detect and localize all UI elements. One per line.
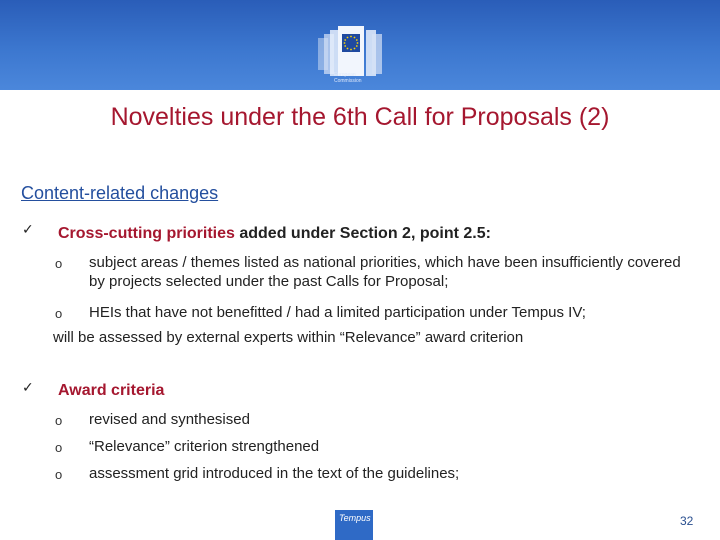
section-heading: Content-related changes [21,183,219,203]
header-band [0,0,720,90]
bullet-icon: o [55,306,63,321]
block2-heading: Award criteria [58,382,165,399]
block1-heading [58,225,491,243]
page-number: 32 [680,514,694,528]
slide-title: Novelties under the 6th Call for Proposals (2) [110,103,610,131]
block1-highlight: Cross-cutting priorities [58,225,235,242]
tempus-logo: Tempus [335,510,373,540]
bullet-icon: o [55,467,63,482]
list-item: subject areas / themes listed as national priorities, which have been insufficiently covered by projects selected under the past Calls for Proposal; [89,254,681,290]
bullet-icon: o [55,413,63,428]
list-item: “Relevance” criterion strengthened [89,438,320,455]
checkmark-icon: ✓ [22,222,34,238]
bullet-icon: o [55,440,63,455]
assessment-note: will be assessed by external experts within “Relevance” award criterion [53,329,524,346]
logo-text: European Commission [334,72,362,84]
block1-rest: added under Section 2, point 2.5: [234,225,491,242]
list-item: HEIs that have not benefitted / had a limited participation under Tempus IV; [89,304,586,321]
list-item: assessment grid introduced in the text of the guidelines; [89,465,460,482]
list-item: revised and synthesised [89,411,250,428]
bullet-icon: o [55,256,63,271]
checkmark-icon: ✓ [22,380,34,396]
